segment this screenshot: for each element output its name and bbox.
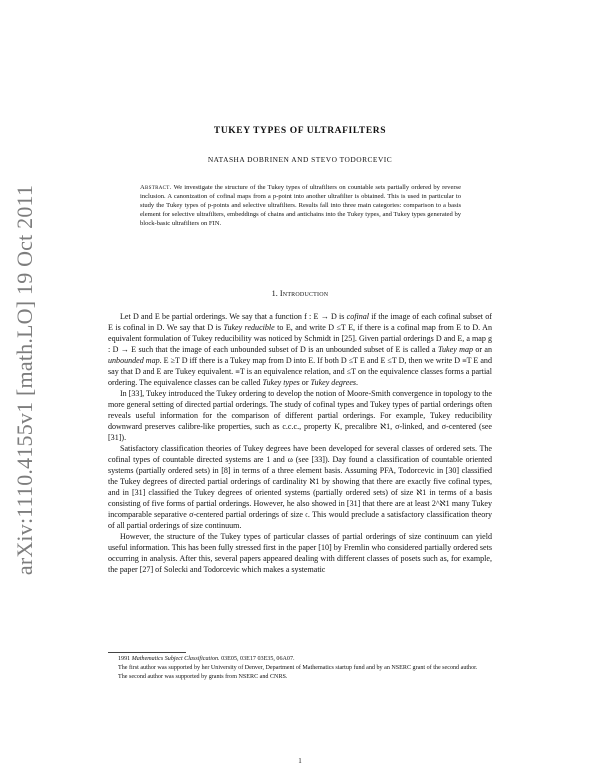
p1-text-m: . bbox=[356, 377, 359, 387]
msc-year: 1991 bbox=[118, 656, 132, 662]
section-title: Introduction bbox=[279, 289, 329, 298]
paragraph-2: In [33], Tukey introduced the Tukey ordering to develop the notion of Moore-Smith convergence in topology to the more general setting of directed partial orderings. The study of cofinal types and Tukey types of partial orderings often reveals useful information for the comparison of different partial orderings. For example, Tukey reducibility downward preserves calibre-like properties, such as c.c.c., property K, precalibre ℵ1, σ-linked, and σ-centered (see [31]). bbox=[108, 388, 492, 442]
p1-text-e: to E, and write D ≤T E, if there is a cofinal map from E to D. An equivalent formulation of Tukey reducibility was noticed by Schmidt in [25]. Given partial orderings D and E, a map g : D → E such that the image of each unbounded subset of D is an unbounded subset of E is called a bbox=[108, 322, 492, 354]
arxiv-identifier: arXiv:1110.4155v1 [math.LO] 19 Oct 2011 bbox=[12, 184, 37, 576]
p1-text-i: . E ≥T D iff there is a Tukey map from D into E. If both D ≤T E and E ≤T D, then we write D ≡T E and say that D and E are Tukey equivalent. ≡T is an equivalence relation, and ≤T on the equivalence classes forms a partial ordering. The equivalence classes can be called bbox=[108, 355, 492, 387]
footnote-rule bbox=[108, 652, 186, 653]
abstract-label: Abstract. bbox=[140, 184, 172, 191]
msc-label: Mathematics Subject Classification. bbox=[131, 656, 220, 662]
paragraph-1 bbox=[108, 312, 492, 389]
p1-text-c: if the image of each cofinal subset of E is cofinal in D. We say that D is bbox=[108, 312, 492, 332]
msc-codes: 03E05, 03E17 03E35, 06A07. bbox=[219, 656, 295, 662]
footnote-second-author: The second author was supported by grants from NSERC and CNRS. bbox=[118, 674, 288, 681]
paragraph-4: However, the structure of the Tukey types of particular classes of partial orderings of size continuum can yield useful information. This has been fully stressed first in the paper [10] by Fremlin who considered partially ordered sets occurring in analysis. After this, several papers appeared dealing with different classes of posets such as, for example, the paper [27] of Solecki and Todorcevic which makes a systematic bbox=[108, 531, 492, 574]
arxiv-stamp bbox=[2, 175, 48, 585]
p1-text-k: or bbox=[299, 377, 311, 387]
term-tukey-types: Tukey types bbox=[262, 377, 300, 387]
term-tukey-map: Tukey map bbox=[438, 344, 473, 354]
p1-text-a: Let D and E be partial orderings. We say that a function f : E → D is bbox=[120, 312, 347, 321]
page-number: 1 bbox=[298, 757, 302, 765]
paper-authors: NATASHA DOBRINEN AND STEVO TODORCEVIC bbox=[207, 155, 393, 164]
term-tukey-degrees: Tukey degrees bbox=[310, 377, 357, 387]
footnote-msc bbox=[108, 655, 492, 663]
footnotes bbox=[108, 655, 492, 682]
p1-text-g: or an bbox=[473, 344, 493, 354]
term-tukey-reducible: Tukey reducible bbox=[223, 322, 275, 332]
section-number: 1. bbox=[271, 289, 278, 298]
section-heading bbox=[108, 289, 492, 298]
paragraph-3: Satisfactory classification theories of Tukey degrees have been developed for several classes of ordered sets. The cofinal types of countable directed systems are 1 and ω (see [33]). Day found a classification of countable oriented systems (partially ordered sets) in [8] in terms of a three element basis. Assuming PFA, Todorcevic in [30] classified the Tukey degrees of directed partial orderings of cardinality ℵ1 by showing that there are exactly five cofinal types, and in [31] classified the Tukey degrees of oriented systems (partially ordered sets) of size ℵ1 in terms of a basis consisting of five forms of partial orderings. However, he also showed in [31] that there are at least 2^ℵ1 many Tukey incomparable separative σ-centered partial orderings of size 𝔠. This would preclude a satisfactory classification theory of all partial orderings of size continuum. bbox=[108, 443, 492, 530]
term-unbounded-map: unbounded map bbox=[108, 355, 160, 365]
paper-title: TUKEY TYPES OF ULTRAFILTERS bbox=[213, 126, 387, 136]
term-cofinal: cofinal bbox=[346, 312, 370, 321]
body-text bbox=[108, 312, 492, 576]
footnote-first-author: The first author was supported by her University of Denver, Department of Mathematics startup fund and by an NSERC grant of the second author. bbox=[118, 665, 478, 672]
abstract-text: We investigate the structure of the Tukey types of ultrafilters on countable sets partially ordered by reverse inclusion. A canonization of cofinal maps from a p-point into another ultrafilter is obtained. This is used in particular to study the Tukey types of p-points and selective ultrafilters. Results fall into three main categories: comparison to a basis element for selective ultrafilters, embeddings of chains and antichains into the Tukey types, and Tukey types generated by block-basic ultrafilters on FIN. bbox=[140, 184, 461, 228]
abstract bbox=[140, 183, 461, 228]
